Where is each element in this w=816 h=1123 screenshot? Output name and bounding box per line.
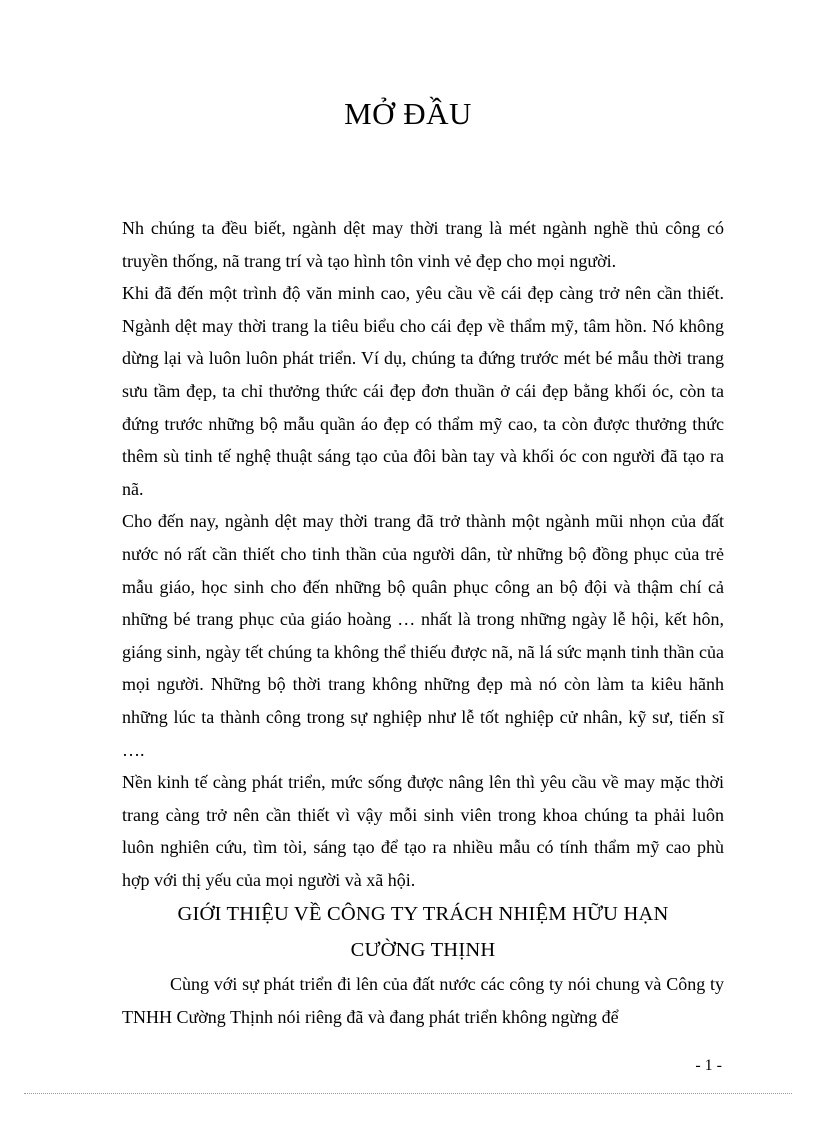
paragraph-2: Khi đã đến một trình độ văn minh cao, yêu cầu về cái đẹp càng trở nên cần thiết. Ngành dệt may thời trang la tiêu biểu cho cái đẹp về thẩm mỹ, tâm hồn. Nó không dừng lại và luôn luôn phát triển. Ví dụ, chúng ta đứng trước mét bé mẫu thời trang sưu tầm đẹp, ta chỉ thưởng thức cái đẹp đơn thuần ở cái đẹp bằng khối óc, còn ta đứng trước những bộ mẫu quần áo đẹp có thẩm mỹ cao, ta còn được thưởng thức thêm sù tinh tế nghệ thuật sáng tạo của đôi bàn tay và khối óc con người đã tạo ra nã. [122,283,724,499]
section-heading [122,896,724,968]
document-body [122,212,724,1034]
page-number: - 1 - [695,1057,722,1074]
paragraph-4: Nền kinh tế càng phát triển, mức sống được nâng lên thì yêu cầu về may mặc thời trang càng trở nên cần thiết vì vậy mỗi sinh viên trong khoa chúng ta phải luôn luôn nghiên cứu, tìm tòi, sáng tạo để tạo ra nhiều mẫu có tính thẩm mỹ cao phù hợp với thị yếu của mọi người và xã hội. [122,772,724,890]
document-title: MỞ ĐẦU [344,96,472,131]
paragraph-1: Nh chúng ta đều biết, ngành dệt may thời trang là mét ngành nghề thủ công có truyền thống, nã trang trí và tạo hình tôn vinh vẻ đẹp cho mọi người. [122,218,724,271]
section-heading-line-1: GIỚI THIỆU VỀ CÔNG TY TRÁCH NHIỆM HỮU HẠN [177,903,669,926]
section-paragraph: Cùng với sự phát triển đi lên của đất nước các công ty nói chung và Công ty TNHH Cường Thịnh nói riêng đã và đang phát triển không ngừng để [122,974,724,1028]
footer-divider [24,1093,792,1094]
section-heading-line-2: CƯỜNG THỊNH [350,939,496,962]
paragraph-3: Cho đến nay, ngành dệt may thời trang đã trở thành một ngành mũi nhọn của đất nước nó rất cần thiết cho tinh thần của người dân, từ những bộ đồng phục của trẻ mẫu giáo, học sinh cho đến những bộ quân phục công an bộ đội và thậm chí cả những bé trang phục của giáo hoàng … nhất là trong những ngày lễ hội, kết hôn, giáng sinh, ngày tết chúng ta không thể thiếu được nã, nã lá sức mạnh tinh thần của mọi người. Những bộ thời trang không những đẹp mà nó còn làm ta kiêu hãnh những lúc ta thành công trong sự nghiệp như lễ tốt nghiệp cử nhân, kỹ sư, tiến sĩ …. [122,511,724,760]
